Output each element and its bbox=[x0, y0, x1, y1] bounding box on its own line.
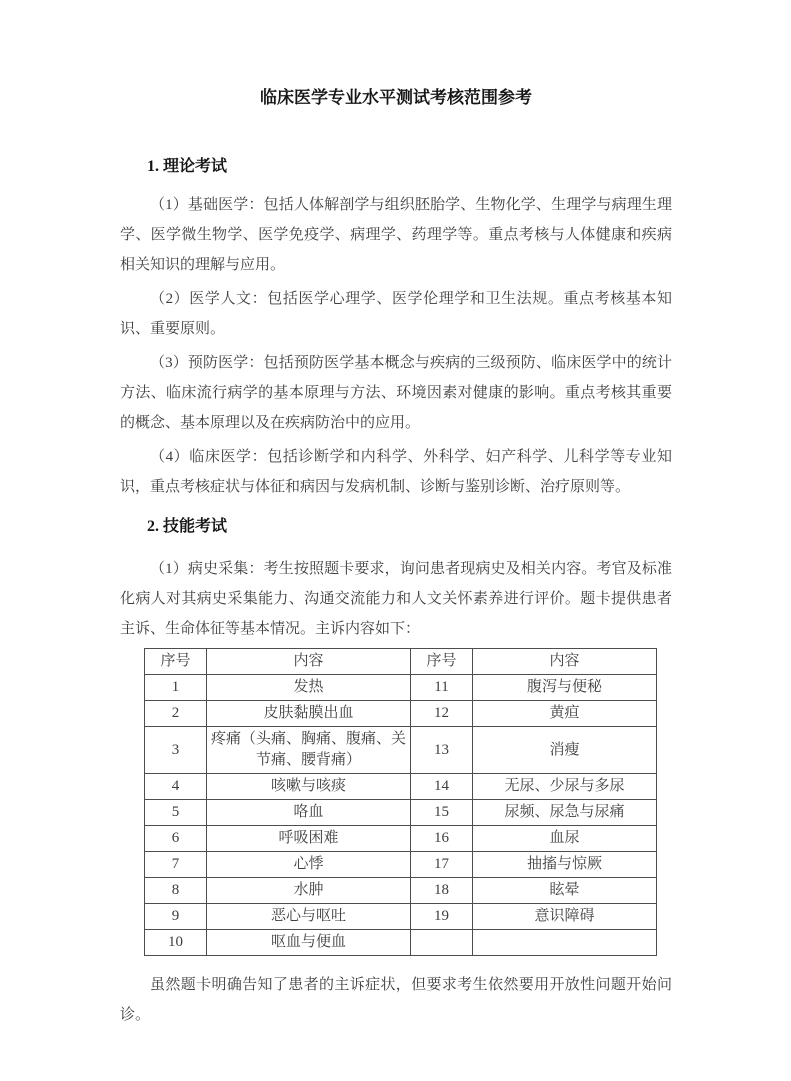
table-cell: 无尿、少尿与多尿 bbox=[473, 774, 657, 800]
table-cell: 尿频、尿急与尿痛 bbox=[473, 800, 657, 826]
table-cell: 消瘦 bbox=[473, 727, 657, 774]
table-cell: 11 bbox=[411, 675, 473, 701]
table-cell: 3 bbox=[145, 727, 207, 774]
table-row bbox=[145, 930, 657, 956]
table-cell: 19 bbox=[411, 904, 473, 930]
table-cell: 15 bbox=[411, 800, 473, 826]
table-cell: 疼痛（头痛、胸痛、腹痛、关节痛、腰背痛） bbox=[207, 727, 411, 774]
table-cell: 抽搐与惊厥 bbox=[473, 852, 657, 878]
table-cell: 水肿 bbox=[207, 878, 411, 904]
table-cell: 2 bbox=[145, 701, 207, 727]
section-heading-theory: 1. 理论考试 bbox=[147, 158, 228, 175]
table-header-cell: 内容 bbox=[207, 649, 411, 675]
table-row bbox=[145, 727, 657, 774]
table-cell: 8 bbox=[145, 878, 207, 904]
table-row bbox=[145, 675, 657, 701]
closing-paragraph: 虽然题卡明确告知了患者的主诉症状，但要求考生依然要用开放性问题开始问诊。 bbox=[120, 977, 672, 1023]
table-cell: 皮肤黏膜出血 bbox=[207, 701, 411, 727]
table-cell: 心悸 bbox=[207, 852, 411, 878]
table-row bbox=[145, 904, 657, 930]
paragraph-preventive-medicine: （3）预防医学：包括预防医学基本概念与疾病的三级预防、临床医学中的统计方法、临床流行病学的基本原理与方法、环境因素对健康的影响。重点考核其重要的概念、基本原理以及在疾病防治中的应用。 bbox=[120, 355, 672, 431]
table-cell: 发热 bbox=[207, 675, 411, 701]
table-header-row bbox=[145, 649, 657, 675]
table-cell: 12 bbox=[411, 701, 473, 727]
table-cell: 14 bbox=[411, 774, 473, 800]
table-cell: 恶心与呕吐 bbox=[207, 904, 411, 930]
table-cell: 呕血与便血 bbox=[207, 930, 411, 956]
table-cell: 黄疸 bbox=[473, 701, 657, 727]
table-cell: 13 bbox=[411, 727, 473, 774]
table-row bbox=[145, 800, 657, 826]
paragraph-history-taking: （1）病史采集：考生按照题卡要求，询问患者现病史及相关内容。考官及标准化病人对其病史采集能力、沟通交流能力和人文关怀素养进行评价。题卡提供患者主诉、生命体征等基本情况。主诉内容如下： bbox=[120, 561, 672, 637]
section-heading-skills: 2. 技能考试 bbox=[147, 518, 228, 535]
table-cell: 血尿 bbox=[473, 826, 657, 852]
paragraph-basic-medicine: （1）基础医学：包括人体解剖学与组织胚胎学、生物化学、生理学与病理生理学、医学微生物学、医学免疫学、病理学、药理学等。重点考核与人体健康和疾病相关知识的理解与应用。 bbox=[120, 197, 672, 273]
paragraph-clinical-medicine: （4）临床医学：包括诊断学和内科学、外科学、妇产科学、儿科学等专业知识，重点考核症状与体征和病因与发病机制、诊断与鉴别诊断、治疗原则等。 bbox=[120, 449, 672, 495]
table-cell: 18 bbox=[411, 878, 473, 904]
table-cell: 意识障碍 bbox=[473, 904, 657, 930]
table-row bbox=[145, 852, 657, 878]
table-cell: 10 bbox=[145, 930, 207, 956]
table-cell: 16 bbox=[411, 826, 473, 852]
table-cell: 1 bbox=[145, 675, 207, 701]
table-cell: 眩晕 bbox=[473, 878, 657, 904]
table-row bbox=[145, 878, 657, 904]
table-row bbox=[145, 774, 657, 800]
table-cell: 7 bbox=[145, 852, 207, 878]
paragraph-medical-humanities: （2）医学人文：包括医学心理学、医学伦理学和卫生法规。重点考核基本知识、重要原则。 bbox=[120, 291, 672, 337]
table-cell bbox=[411, 930, 473, 956]
table-header-cell: 内容 bbox=[473, 649, 657, 675]
chief-complaint-table bbox=[144, 648, 657, 956]
table-cell: 咯血 bbox=[207, 800, 411, 826]
table-cell: 9 bbox=[145, 904, 207, 930]
table-cell bbox=[473, 930, 657, 956]
table-header-cell: 序号 bbox=[145, 649, 207, 675]
table-row bbox=[145, 826, 657, 852]
table-cell: 咳嗽与咳痰 bbox=[207, 774, 411, 800]
table-header-cell: 序号 bbox=[411, 649, 473, 675]
table-cell: 4 bbox=[145, 774, 207, 800]
table-cell: 腹泻与便秘 bbox=[473, 675, 657, 701]
table-cell: 5 bbox=[145, 800, 207, 826]
document-title: 临床医学专业水平测试考核范围参考 bbox=[260, 88, 532, 107]
table-row bbox=[145, 701, 657, 727]
table-cell: 呼吸困难 bbox=[207, 826, 411, 852]
table-cell: 17 bbox=[411, 852, 473, 878]
table-cell: 6 bbox=[145, 826, 207, 852]
